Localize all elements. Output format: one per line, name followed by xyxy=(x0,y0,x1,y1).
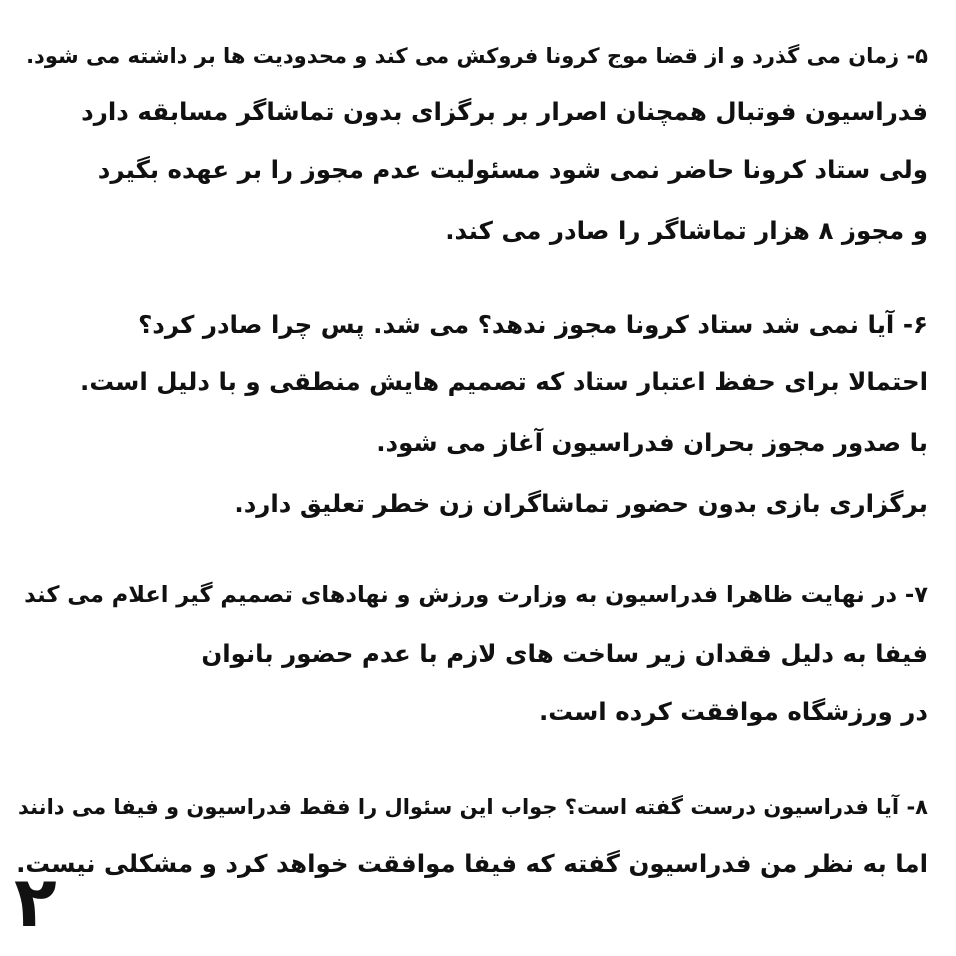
section-7-line-3: در ورزشگاه موافقت کرده است. xyxy=(538,697,928,726)
section-5-line-2: فدراسیون فوتبال همچنان اصرار بر برگزای بدون تماشاگر مسابقه دارد xyxy=(81,97,928,126)
section-7-line-1: ۷- در نهایت ظاهرا فدراسیون به وزارت ورزش و نهادهای تصمیم گیر اعلام می کند xyxy=(24,582,928,608)
section-6-line-3: با صدور مجوز بحران فدراسیون آغاز می شود. xyxy=(376,428,928,457)
section-5-line-3: ولی ستاد کرونا حاضر نمی شود مسئولیت عدم مجوز را بر عهده بگیرد xyxy=(97,155,928,184)
section-6-line-1: ۶- آیا نمی شد ستاد کرونا مجوز ندهد؟ می شد. پس چرا صادر کرد؟ xyxy=(138,310,928,339)
section-6-line-2: احتمالا برای حفظ اعتبار ستاد که تصمیم هایش منطقی و با دلیل است. xyxy=(80,367,928,396)
page-number: ۲ xyxy=(14,861,57,943)
section-7-line-2: فیفا به دلیل فقدان زیر ساخت های لازم با عدم حضور بانوان xyxy=(201,639,928,668)
section-6-line-4: برگزاری بازی بدون حضور تماشاگران زن خطر تعلیق دارد. xyxy=(234,489,928,518)
section-5-line-4: و مجوز ۸ هزار تماشاگر را صادر می کند. xyxy=(445,216,928,245)
section-8-line-1: ۸- آیا فدراسیون درست گفته است؟ جواب این سئوال را فقط فدراسیون و فیفا می دانند xyxy=(17,795,928,819)
section-5-line-1: ۵- زمان می گذرد و از قضا موج کرونا فروکش می کند و محدودیت ها بر داشته می شود. xyxy=(26,44,928,68)
section-8-line-2: اما به نظر من فدراسیون گفته که فیفا موافقت خواهد کرد و مشکلی نیست. xyxy=(16,849,928,878)
